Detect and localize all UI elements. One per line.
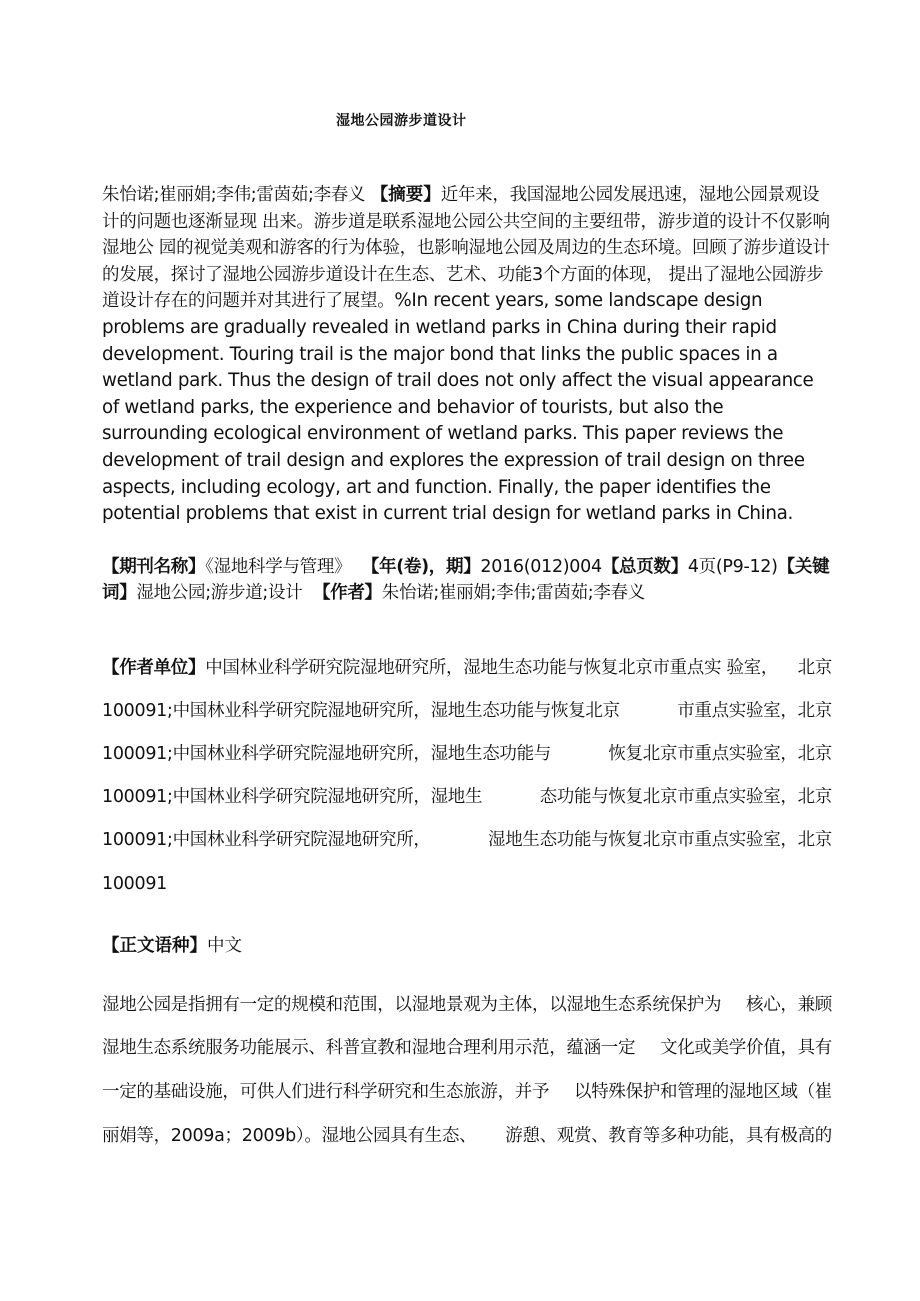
year-label: 【年(卷)，期】 [361,557,481,577]
body-text-right: 游憩、观赏、教育等多种功能，具有极高的 [505,1126,832,1146]
affiliation-label: 【作者单位】 [102,658,206,678]
body-text: 湿地生态系统服务功能展示、科普宣教和湿地合理利用示范，蕴涵一定 [102,1038,636,1058]
affiliation-text-right: 湿地生态功能与恢复北京市重点实验室，北京 [488,830,832,850]
authors-text: 朱怡诺;崔丽娟;李伟;雷茵茹;李春义 [102,185,366,205]
body-text-right: 以特殊保护和管理的湿地区域（崔 [574,1082,832,1102]
affiliation-text-right: 恢复北京市重点实验室，北京 [608,744,832,764]
abstract-text-en: %In recent years, some landscape design problems are gradually revealed in wetland parks in China during their rapid development. Touring trail is the major bond that links the public spaces in a wetland park. Thus the design of trail does not only affect the visual appearance of wetland parks, the experience and behavior of tourists, but also the surrounding ecological environment of wetland parks. This paper reviews the development of trail design and explores the expression of trail design on three aspects, including ecology, art and function. Finally, the paper identifies the potential problems that exist in current trial design for wetland parks in China. [102,290,814,525]
body-text: 丽娟等，2009a；2009b）。湿地公园具有生态、 [102,1126,477,1146]
affiliation-text-right: 北京 [797,658,832,678]
affiliation-text: 中国林业科学研究院湿地研究所，湿地生态功能与恢复北京市重点实 验室， [205,658,779,678]
journal-label: 【期刊名称】 [102,557,206,577]
year-value: 2016(012)004 [480,557,602,577]
meta-block [102,554,834,606]
affiliation-text: 100091;中国林业科学研究院湿地研究所，湿地生态功能与恢复北京 [102,701,620,721]
author-label: 【作者】 [312,583,382,603]
language-label: 【正文语种】 [102,936,207,956]
affiliation-text: 100091 [102,874,168,894]
body-text-line [102,1037,832,1059]
body-text-line [102,1125,832,1147]
keywords-value: 湿地公园;游步道;设计 [136,583,303,603]
body-text-right: 核心，兼顾 [746,995,832,1015]
abstract-label: 【摘要】 [370,185,441,205]
affiliation-line [102,743,832,765]
language-line [102,935,242,957]
affiliation-text-right: 态功能与恢复北京市重点实验室，北京 [539,787,832,807]
body-text-right: 文化或美学价值，具有 [660,1038,832,1058]
affiliation-text: 100091;中国林业科学研究院湿地研究所，湿地生态功能与 [102,744,551,764]
body-text-line [102,994,832,1016]
body-text: 一定的基础设施，可供人们进行科学研究和生态旅游，并予 [102,1082,550,1102]
document-title: 湿地公园游步道设计 [336,113,467,129]
affiliation-text: 100091;中国林业科学研究院湿地研究所， [102,830,431,850]
abstract-text-cn: 近年来，我国湿地公园发展迅速，湿地公园景观设计的问题也逐渐显现 出来。游步道是联系湿地公园公共空间的主要纽带，游步道的设计不仅影响湿地公 园的视觉美观和游客的行为体验，也影响湿地公园及周边的生态环境。回顾了游步道设计的发展，探讨了湿地公园游步道设计在生态、艺术、功能3个方面的体现， 提出了湿地公园游步道设计存在的问题并对其进行了展望。 [102,185,830,312]
affiliation-line [102,700,832,722]
affiliation-line [102,829,832,851]
affiliation-text-right: 市重点实验室，北京 [677,701,832,721]
pages-value: 4页(P9-12) [687,557,778,577]
affiliation-line [102,786,832,808]
journal-name: 《湿地科学与管理》 [205,557,352,577]
body-text: 湿地公园是指拥有一定的规模和范围，以湿地景观为主体，以湿地生态系统保护为 [102,995,722,1015]
pages-label: 【总页数】 [601,557,688,577]
affiliation-line [102,657,832,679]
affiliation-line [102,873,832,895]
abstract-block [102,182,834,528]
author-value: 朱怡诺;崔丽娟;李伟;雷茵茹;李春义 [381,583,645,603]
body-text-line [102,1081,832,1103]
keywords-label: 【关键词】 [102,557,830,603]
language-value: 中文 [207,936,242,956]
affiliation-text: 100091;中国林业科学研究院湿地研究所，湿地生 [102,787,483,807]
